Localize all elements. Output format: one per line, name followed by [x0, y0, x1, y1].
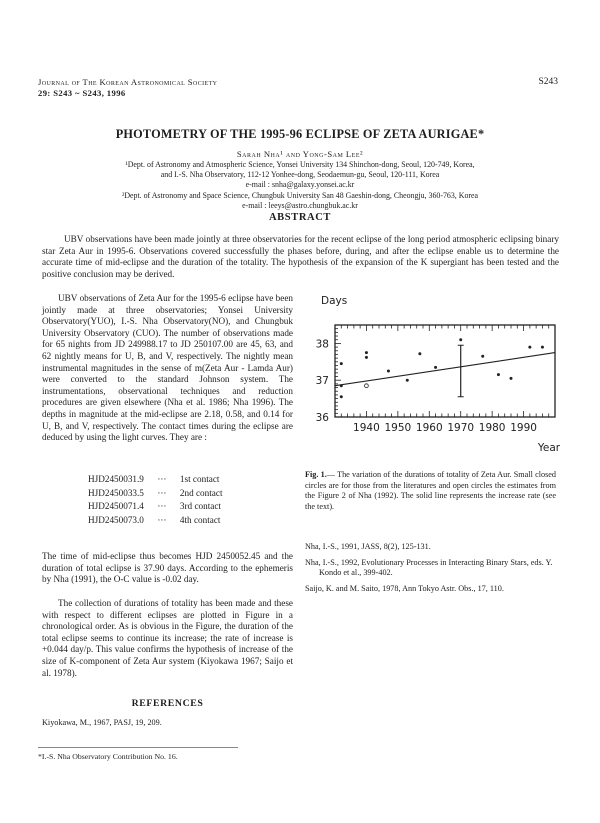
contact-hjd: HJD2450031.9 — [88, 474, 144, 484]
y-tick-label: 37 — [315, 375, 329, 388]
references-heading: REFERENCES — [131, 698, 204, 709]
contact-label: 2nd contact — [179, 487, 223, 498]
affiliation-line: ²Dept. of Astronomy and Space Science, Chungbuk University San 48 Gaeshin-dong, Cheongju, 360-763, Korea — [121, 190, 479, 200]
figure-caption — [305, 470, 556, 512]
journal-header — [38, 77, 217, 99]
abstract-text: UBV observations have been made jointly at three observatories for the recent eclipse of the long period atmospheric eclipsing binary star Zeta Aur in 1995-6. Observations covered successfully the phases before, during, and after the eclipse enable us to determine the accurate time of mid-eclipse and the duration of the totality. The hypothesis of the expansion of the K supergiant has been tested and the positive conclusion may be derived. — [42, 234, 559, 279]
fit-line — [335, 353, 555, 386]
x-tick-label: 1970 — [447, 422, 475, 434]
contact-row — [88, 473, 223, 487]
closed-data-point — [510, 377, 513, 380]
contact-row — [88, 500, 223, 514]
closed-data-point — [418, 352, 421, 355]
footnote-divider — [38, 747, 238, 748]
affiliations — [60, 160, 540, 211]
contact-separator: ··· — [157, 474, 167, 484]
closed-data-point — [365, 356, 368, 359]
closed-data-point — [365, 351, 368, 354]
closed-data-point — [387, 370, 390, 373]
plot-frame — [335, 325, 555, 417]
reference-item: Nha, I.-S., 1992, Evolutionary Processes in Interacting Binary Stars, eds. Y. Kondo et al., 399-402. — [305, 557, 553, 578]
footnote: *I.-S. Nha Observatory Contribution No. 16. — [38, 752, 178, 761]
contact-label: 4th contact — [179, 514, 221, 525]
contact-separator: ··· — [157, 487, 167, 498]
journal-name: Journal of The Korean Astronomical Society — [38, 77, 218, 87]
x-axis-label: Year — [537, 442, 560, 454]
reference-item: Saijo, K. and M. Saito, 1978, Ann Tokyo Astr. Obs., 17, 110. — [305, 583, 504, 593]
contact-label: 1st contact — [179, 474, 220, 484]
reference-item: Kiyokawa, M., 1967, PASJ, 19, 209. — [42, 718, 162, 727]
contact-row — [88, 514, 223, 528]
figure-caption-label: Fig. 1. — [305, 470, 327, 479]
closed-data-point — [497, 373, 500, 376]
abstract-heading: ABSTRACT — [269, 212, 331, 223]
reference-item: Nha, I.-S., 1991, JASS, 8(2), 125-131. — [305, 542, 431, 551]
affiliation-email: e-mail : leeys@astro.chungbuk.ac.kr — [242, 200, 358, 210]
contact-hjd: HJD2450033.5 — [88, 487, 144, 498]
affiliation-line: and I.-S. Nha Observatory, 112-12 Yonhee-dong, Seodaemun-gu, Seoul, 120-111, Korea — [160, 170, 440, 180]
contact-row — [88, 487, 223, 501]
journal-volume: 29: S243 ~ S243, 1996 — [38, 88, 126, 98]
closed-data-point — [528, 346, 531, 349]
contact-label: 3rd contact — [179, 501, 221, 511]
closed-data-point — [340, 384, 343, 387]
x-tick-label: 1950 — [384, 422, 412, 434]
affiliation-line: ¹Dept. of Astronomy and Atmospheric Science, Yonsei University 134 Shinchon-dong, Seoul, 120-749, Korea, — [125, 160, 475, 169]
x-tick-label: 1960 — [415, 422, 443, 434]
x-tick-label: 1990 — [510, 422, 537, 434]
open-data-point — [365, 384, 369, 388]
affiliation-email: e-mail : snha@galaxy.yonsei.ac.kr — [245, 180, 355, 190]
closed-data-point — [459, 338, 462, 341]
contact-hjd: HJD2450071.4 — [88, 501, 144, 511]
closed-data-point — [340, 395, 343, 398]
closed-data-point — [541, 346, 544, 349]
x-tick-label: 1940 — [353, 422, 380, 434]
x-tick-label: 1980 — [478, 422, 506, 434]
closed-data-point — [406, 379, 409, 382]
closed-data-point — [481, 355, 484, 358]
closed-data-point — [434, 366, 437, 369]
body-paragraph-1: UBV observations of Zeta Aur for the 1995-6 eclipse have been jointly made at three observatories; Yonsei University Observatory(YUO), I.-S. Nha Observatory(NO), and Chungbuk University Observatory (CUO). The number of observations made for 65 nights from JD 249988.17 to JD 250107.00 are 45, 63, and 62 nightly means for U, B, and V, respectively. The nightly mean instrumental magnitudes in the sense of m(Zeta Aur - Lamda Aur) were converted to the standard Johnson system. The instrumentations, observational techniques and reduction procedures are given elsewhere (Nha et al. 1986; Nha 1996). The depths in magnitude at the mid-eclipse are 2.18, 0.58, and 0.14 for U, B, and V, respectively. The contact times during the eclipse are deduced by using the light curves. They are : — [42, 293, 293, 443]
body-paragraph-3: The collection of durations of totality has been made and these with respect to different eclipses are plotted in Figure in a chronological order. As is obvious in the Figure, the duration of the total eclipse seems to continue its increase; the rate of increase is +0.044 day/p. This value confirms the hypothesis of increase of the size of K-component of Zeta Aur system (Kiyokawa 1967; Saijo et al. 1978). — [42, 598, 293, 678]
body-paragraph-2: The time of mid-eclipse thus becomes HJD 2450052.45 and the duration of total eclipse is 37.90 days. According to the ephemeris by Nha (1991), the O-C value is -0.02 day. — [42, 551, 293, 585]
duration-chart — [305, 290, 560, 460]
paper-authors: Sarah Nha¹ and Yong-Sam Lee² — [236, 149, 364, 159]
closed-data-point — [340, 362, 343, 365]
references-right-column — [305, 542, 556, 599]
paper-title: PHOTOMETRY OF THE 1995-96 ECLIPSE OF ZETA AURIGAE* — [115, 127, 485, 141]
contact-times-table — [88, 473, 223, 527]
y-tick-label: 38 — [315, 338, 329, 351]
y-tick-label: 36 — [315, 412, 329, 424]
y-axis-label: Days — [321, 295, 348, 307]
contact-separator: ··· — [157, 514, 167, 525]
contact-hjd: HJD2450073.0 — [88, 514, 144, 525]
figure-caption-text: — The variation of the durations of totality of Zeta Aur. Small closed circles are for those from the literatures and open circles the estimates from the Figure 2 of Nha (1992). The solid line represents the increase rate (see the text). — [305, 470, 556, 511]
contact-separator: ··· — [157, 501, 167, 511]
page-number: S243 — [538, 77, 558, 87]
